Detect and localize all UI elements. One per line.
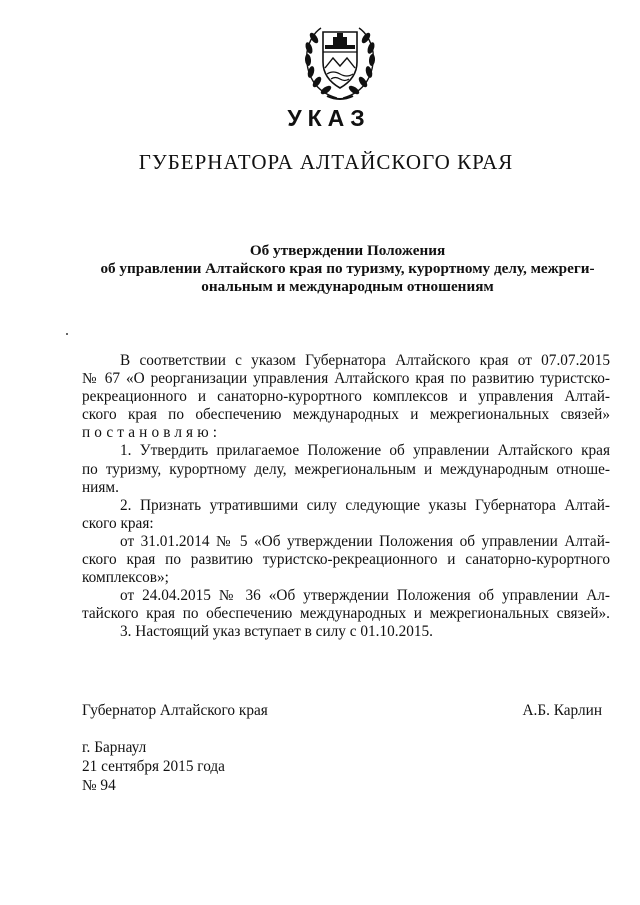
issuer-heading: ГУБЕРНАТОРА АЛТАЙСКОГО КРАЯ: [138, 150, 514, 174]
title-line: ональным и международным отношениям: [201, 278, 494, 295]
document-title: [70, 242, 625, 296]
body-line: тайского края по обеспечению международных и межрегиональных связей».: [82, 605, 610, 623]
issue-date: 21 сентября 2015 года: [82, 758, 225, 775]
scan-speck: [66, 333, 68, 335]
title-line: об управлении Алтайского края по туризму, курортному делу, межреги-: [100, 260, 595, 277]
body-line: 3. Настоящий указ вступает в силу с 01.10.2015.: [120, 623, 434, 641]
coat-of-arms-icon: [297, 18, 383, 104]
document-type-heading: УКАЗ: [287, 105, 371, 131]
body-line: комплексов»;: [82, 569, 169, 587]
document-meta: [82, 738, 225, 795]
body-line: по туризму, курортному делу, межрегиональным и международным отноше-: [82, 460, 610, 478]
issue-city: г. Барнаул: [82, 739, 147, 756]
body-line: В соответствии с указом Губернатора Алтайского края от 07.07.2015: [120, 352, 610, 369]
body-line: от 24.04.2015 № 36 «Об утверждении Положения об управлении Ал-: [120, 587, 610, 605]
document-body: [82, 352, 610, 642]
signatory-name: А.Б. Карлин: [522, 702, 602, 719]
body-line: ниям.: [82, 478, 119, 496]
body-line: рекреационного и санаторно-курортного комплексов и управления Алтай-: [82, 388, 610, 406]
body-line: ского края по развитию туристско-рекреационного и санаторно-курортного: [82, 551, 610, 569]
body-line: от 31.01.2014 № 5 «Об утверждении Положения об управлении Алтай-: [120, 532, 610, 550]
title-line: Об утверждении Положения: [249, 242, 446, 259]
body-line: ского края по обеспечению международных и межрегиональных связей»: [82, 406, 610, 424]
signatory-position: Губернатор Алтайского края: [82, 702, 268, 719]
body-line: 1. Утвердить прилагаемое Положение об управлении Алтайского края: [120, 442, 610, 460]
body-line: ского края:: [82, 514, 154, 532]
body-line: 2. Признать утратившими силу следующие указы Губернатора Алтай-: [120, 496, 610, 514]
document-number: № 94: [82, 777, 116, 794]
body-line: № 67 «О реорганизации управления Алтайского края по развитию туристско-: [82, 370, 610, 388]
body-line: постановляю:: [82, 424, 222, 442]
